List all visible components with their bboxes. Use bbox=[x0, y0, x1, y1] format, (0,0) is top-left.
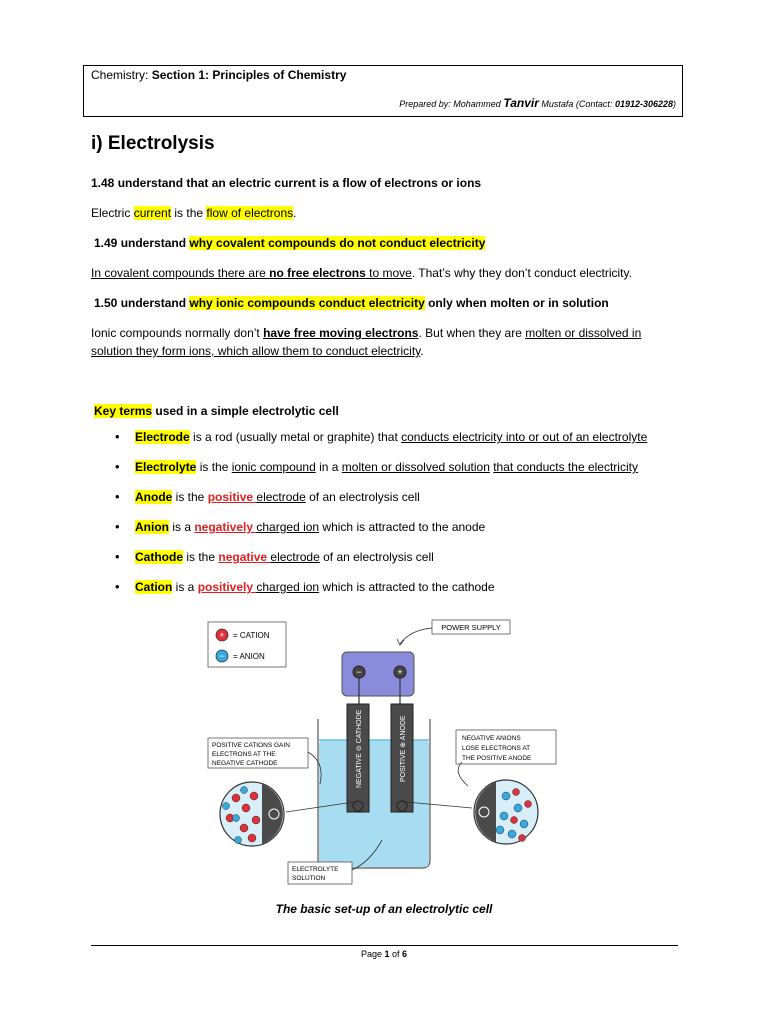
header-prepared-by: Prepared by: Mohammed Tanvir Mustafa (Contact: 01912-306228) bbox=[399, 96, 676, 110]
cathode-note-1: POSITIVE CATIONS GAIN bbox=[212, 742, 290, 749]
term-anode: • Anode is the positive electrode of an electrolysis cell bbox=[110, 490, 647, 520]
section-150-text-1: Ionic compounds normally don’t have free moving electrons. But when they are molten or dissolved in bbox=[91, 326, 642, 340]
legend-cation-label: = CATION bbox=[233, 631, 270, 640]
electrolytic-cell-diagram bbox=[200, 612, 570, 892]
svg-text:−: − bbox=[356, 667, 362, 677]
author-name: Tanvir bbox=[503, 96, 539, 110]
section-150-heading: 1.50 understand why ionic compounds conduct electricity only when molten or in solution bbox=[94, 296, 609, 310]
document-header bbox=[83, 65, 683, 117]
section-149-heading: 1.49 understand why covalent compounds do not conduct electricity bbox=[94, 236, 486, 250]
section-148-text: Electric current is the flow of electrons. bbox=[91, 206, 297, 220]
diagram-svg bbox=[200, 612, 570, 892]
page-title: i) Electrolysis bbox=[91, 133, 215, 154]
anode-note-3: THE POSITIVE ANODE bbox=[462, 755, 532, 762]
total-pages: 6 bbox=[402, 949, 408, 959]
term-cathode: • Cathode is the negative electrode of an electrolysis cell bbox=[110, 550, 647, 580]
key-terms-heading: Key terms used in a simple electrolytic cell bbox=[94, 404, 339, 418]
term-cation: • Cation is a positively charged ion which is attracted to the cathode bbox=[110, 580, 647, 610]
section-148-heading: 1.48 understand that an electric current is a flow of electrons or ions bbox=[91, 176, 482, 190]
anode-note-1: NEGATIVE ANIONS bbox=[462, 735, 521, 742]
power-supply-label: POWER SUPPLY bbox=[441, 623, 501, 632]
header-title: Chemistry: Section 1: Principles of Chemistry bbox=[91, 68, 347, 82]
header-section: Section 1: Principles of Chemistry bbox=[151, 68, 347, 82]
page-footer: Page 1 of 6 bbox=[360, 949, 408, 959]
section-150-text-2: solution they form ions, which allow them to conduct electricity. bbox=[91, 344, 424, 358]
anode-note-2: LOSE ELECTRONS AT bbox=[462, 745, 531, 752]
footer-divider bbox=[91, 945, 678, 946]
cathode-note-3: NEGATIVE CATHODE bbox=[212, 760, 278, 767]
figure-caption: The basic set-up of an electrolytic cell bbox=[275, 902, 493, 916]
svg-text:+: + bbox=[219, 630, 225, 640]
electrolyte-label-1: ELECTROLYTE bbox=[292, 866, 339, 873]
term-electrode: • Electrode is a rod (usually metal or graphite) that conducts electricity into or out of an electrolyte bbox=[110, 430, 647, 460]
svg-text:+: + bbox=[397, 667, 403, 677]
term-electrolyte: • Electrolyte is the ionic compound in a molten or dissolved solution that conducts the electricity bbox=[110, 460, 647, 490]
anode-label: POSITIVE ⊕ ANODE bbox=[400, 715, 407, 782]
term-anion: • Anion is a negatively charged ion which is attracted to the anode bbox=[110, 520, 647, 550]
section-149-text: In covalent compounds there are no free electrons to move. That’s why they don’t conduct electricity. bbox=[91, 266, 632, 280]
contact-number: 01912-306228 bbox=[614, 99, 673, 109]
current-page: 1 bbox=[384, 949, 390, 959]
cathode-note-2: ELECTRONS AT THE bbox=[212, 751, 276, 758]
legend-anion-label: = ANION bbox=[233, 652, 265, 661]
cathode-label: NEGATIVE ⊖ CATHODE bbox=[356, 709, 363, 788]
key-terms-list bbox=[110, 430, 647, 610]
electrolyte-label-2: SOLUTION bbox=[292, 875, 326, 882]
svg-text:−: − bbox=[219, 651, 225, 661]
